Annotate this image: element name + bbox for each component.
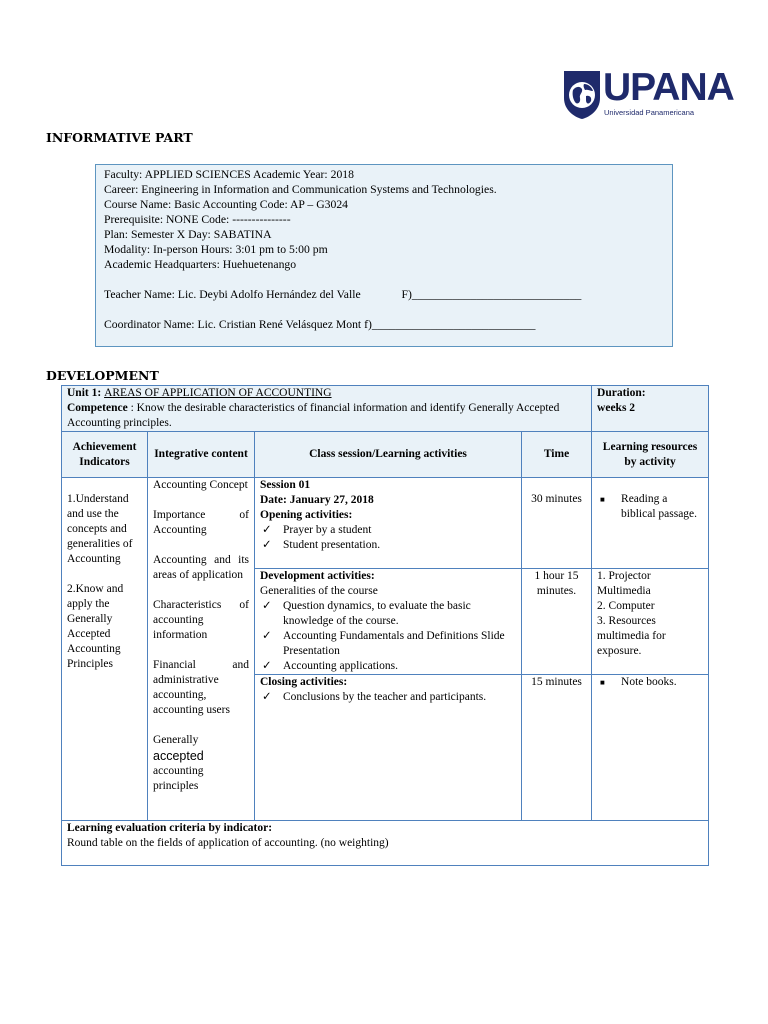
achievement-cell — [62, 478, 148, 821]
achievement-item-2: 2.Know and apply the Generally Accepted Accounting Principles — [67, 583, 124, 670]
coordinator-name-line: Coordinator Name: Lic. Cristian René Velásquez Mont f)____________________________ — [104, 318, 536, 331]
unit-name: AREAS OF APPLICATION OF ACCOUNTING — [104, 387, 332, 399]
development-time: 1 hour 15 minutes. — [522, 569, 592, 675]
opening-row — [62, 478, 709, 569]
integrative-cell — [148, 478, 255, 821]
session-date: Date: January 27, 2018 — [260, 494, 374, 506]
closing-activities-title: Closing activities: — [260, 676, 348, 688]
resource-item: 1. Projector Multimedia — [597, 570, 651, 597]
development-resources-cell — [592, 569, 709, 675]
check-icon: ✓ — [262, 539, 272, 551]
bullet-icon: ■ — [600, 678, 605, 687]
evaluation-title: Learning evaluation criteria by indicator: — [67, 822, 273, 834]
list-item: ■ Note books. — [600, 676, 677, 688]
competence-text: : Know the desirable characteristics of financial information and identify Generally Accepted Accounting principles. — [67, 402, 560, 429]
duration-label: Duration: — [597, 387, 646, 399]
prerequisite-line: Prerequisite: NONE Code: --------------- — [104, 213, 291, 226]
bullet-icon: ■ — [600, 495, 605, 504]
time-header: Time — [522, 432, 592, 478]
development-activities-title: Development activities: — [260, 570, 375, 582]
unit-label: Unit 1: — [67, 387, 105, 399]
unit-row — [62, 386, 709, 432]
achievement-header: Achievement Indicators — [62, 432, 148, 478]
duration-value: weeks 2 — [597, 402, 636, 414]
integrative-item: Accounting Concept — [153, 479, 248, 491]
column-header-row — [62, 432, 709, 478]
course-line: Course Name: Basic Accounting Code: AP – G3024 — [104, 198, 349, 211]
career-line: Career: Engineering in Information and Communication Systems and Technologies. — [104, 183, 497, 196]
closing-resources-cell — [592, 675, 709, 821]
integrative-item: accounting principles — [153, 765, 204, 792]
informative-part-heading: INFORMATIVE PART — [46, 130, 193, 145]
logo-wordmark: UPANA — [603, 66, 734, 109]
list-item: ✓ Accounting applications. — [262, 660, 398, 672]
opening-activities-title: Opening activities: — [260, 509, 353, 521]
session-label: Session 01 — [260, 479, 311, 491]
resources-header: Learning resources by activity — [592, 432, 709, 478]
integrative-item: Financial and administrative accounting, accounting users — [153, 659, 249, 716]
integrative-item: Characteristics of accounting information — [153, 599, 249, 641]
integrative-item: Generally — [153, 734, 199, 746]
faculty-line: Faculty: APPLIED SCIENCES Academic Year: 2018 — [104, 168, 354, 181]
list-item: ✓ Student presentation. — [262, 539, 381, 551]
headquarters-line: Academic Headquarters: Huehuetenango — [104, 258, 297, 271]
development-heading: DEVELOPMENT — [46, 368, 159, 383]
development-intro: Generalities of the course — [260, 585, 378, 597]
development-activities-cell — [255, 569, 522, 675]
check-icon: ✓ — [262, 660, 272, 672]
class-session-header: Class session/Learning activities — [255, 432, 522, 478]
unit-cell — [62, 386, 592, 432]
integrative-item: Importance of Accounting — [153, 509, 249, 536]
globe-shield-icon — [563, 70, 601, 120]
integrative-item: Accounting and its areas of application — [153, 554, 249, 581]
list-item: ✓ Conclusions by the teacher and participants. — [262, 691, 487, 703]
list-item: ✓ Accounting Fundamentals and Definitions Slide Presentation — [262, 630, 505, 657]
check-icon: ✓ — [262, 524, 272, 536]
evaluation-cell — [62, 821, 709, 866]
opening-activities-cell — [255, 478, 522, 569]
check-icon: ✓ — [262, 691, 272, 703]
achievement-item-1: 1.Understand and use the concepts and generalities of Accounting — [67, 493, 133, 565]
evaluation-text: Round table on the fields of application of accounting. (no weighting) — [67, 837, 389, 849]
resource-item: 3. Resources multimedia for exposure. — [597, 615, 666, 657]
evaluation-row — [62, 821, 709, 866]
development-table — [61, 385, 709, 866]
check-icon: ✓ — [262, 600, 272, 612]
plan-line: Plan: Semester X Day: SABATINA — [104, 228, 272, 241]
list-item: ✓ Question dynamics, to evaluate the basic knowledge of the course. — [262, 600, 471, 627]
university-logo — [563, 66, 734, 120]
closing-activities-cell — [255, 675, 522, 821]
competence-label: Competence — [67, 402, 128, 414]
integrative-item: accepted — [153, 749, 204, 763]
check-icon: ✓ — [262, 630, 272, 642]
informative-box — [95, 164, 673, 347]
duration-cell — [592, 386, 709, 432]
closing-time: 15 minutes — [522, 675, 592, 821]
logo-subtitle: Universidad Panamericana — [604, 108, 695, 117]
resource-item: 2. Computer — [597, 600, 655, 612]
opening-resources-cell — [592, 478, 709, 569]
list-item: ■ Reading a biblical passage. — [600, 493, 698, 520]
integrative-header: Integrative content — [148, 432, 255, 478]
list-item: ✓ Prayer by a student — [262, 524, 372, 536]
modality-line: Modality: In-person Hours: 3:01 pm to 5:00 pm — [104, 243, 328, 256]
opening-time: 30 minutes — [522, 478, 592, 569]
teacher-name-line: Teacher Name: Lic. Deybi Adolfo Hernández del Valle F)_____________________________ — [104, 288, 582, 301]
